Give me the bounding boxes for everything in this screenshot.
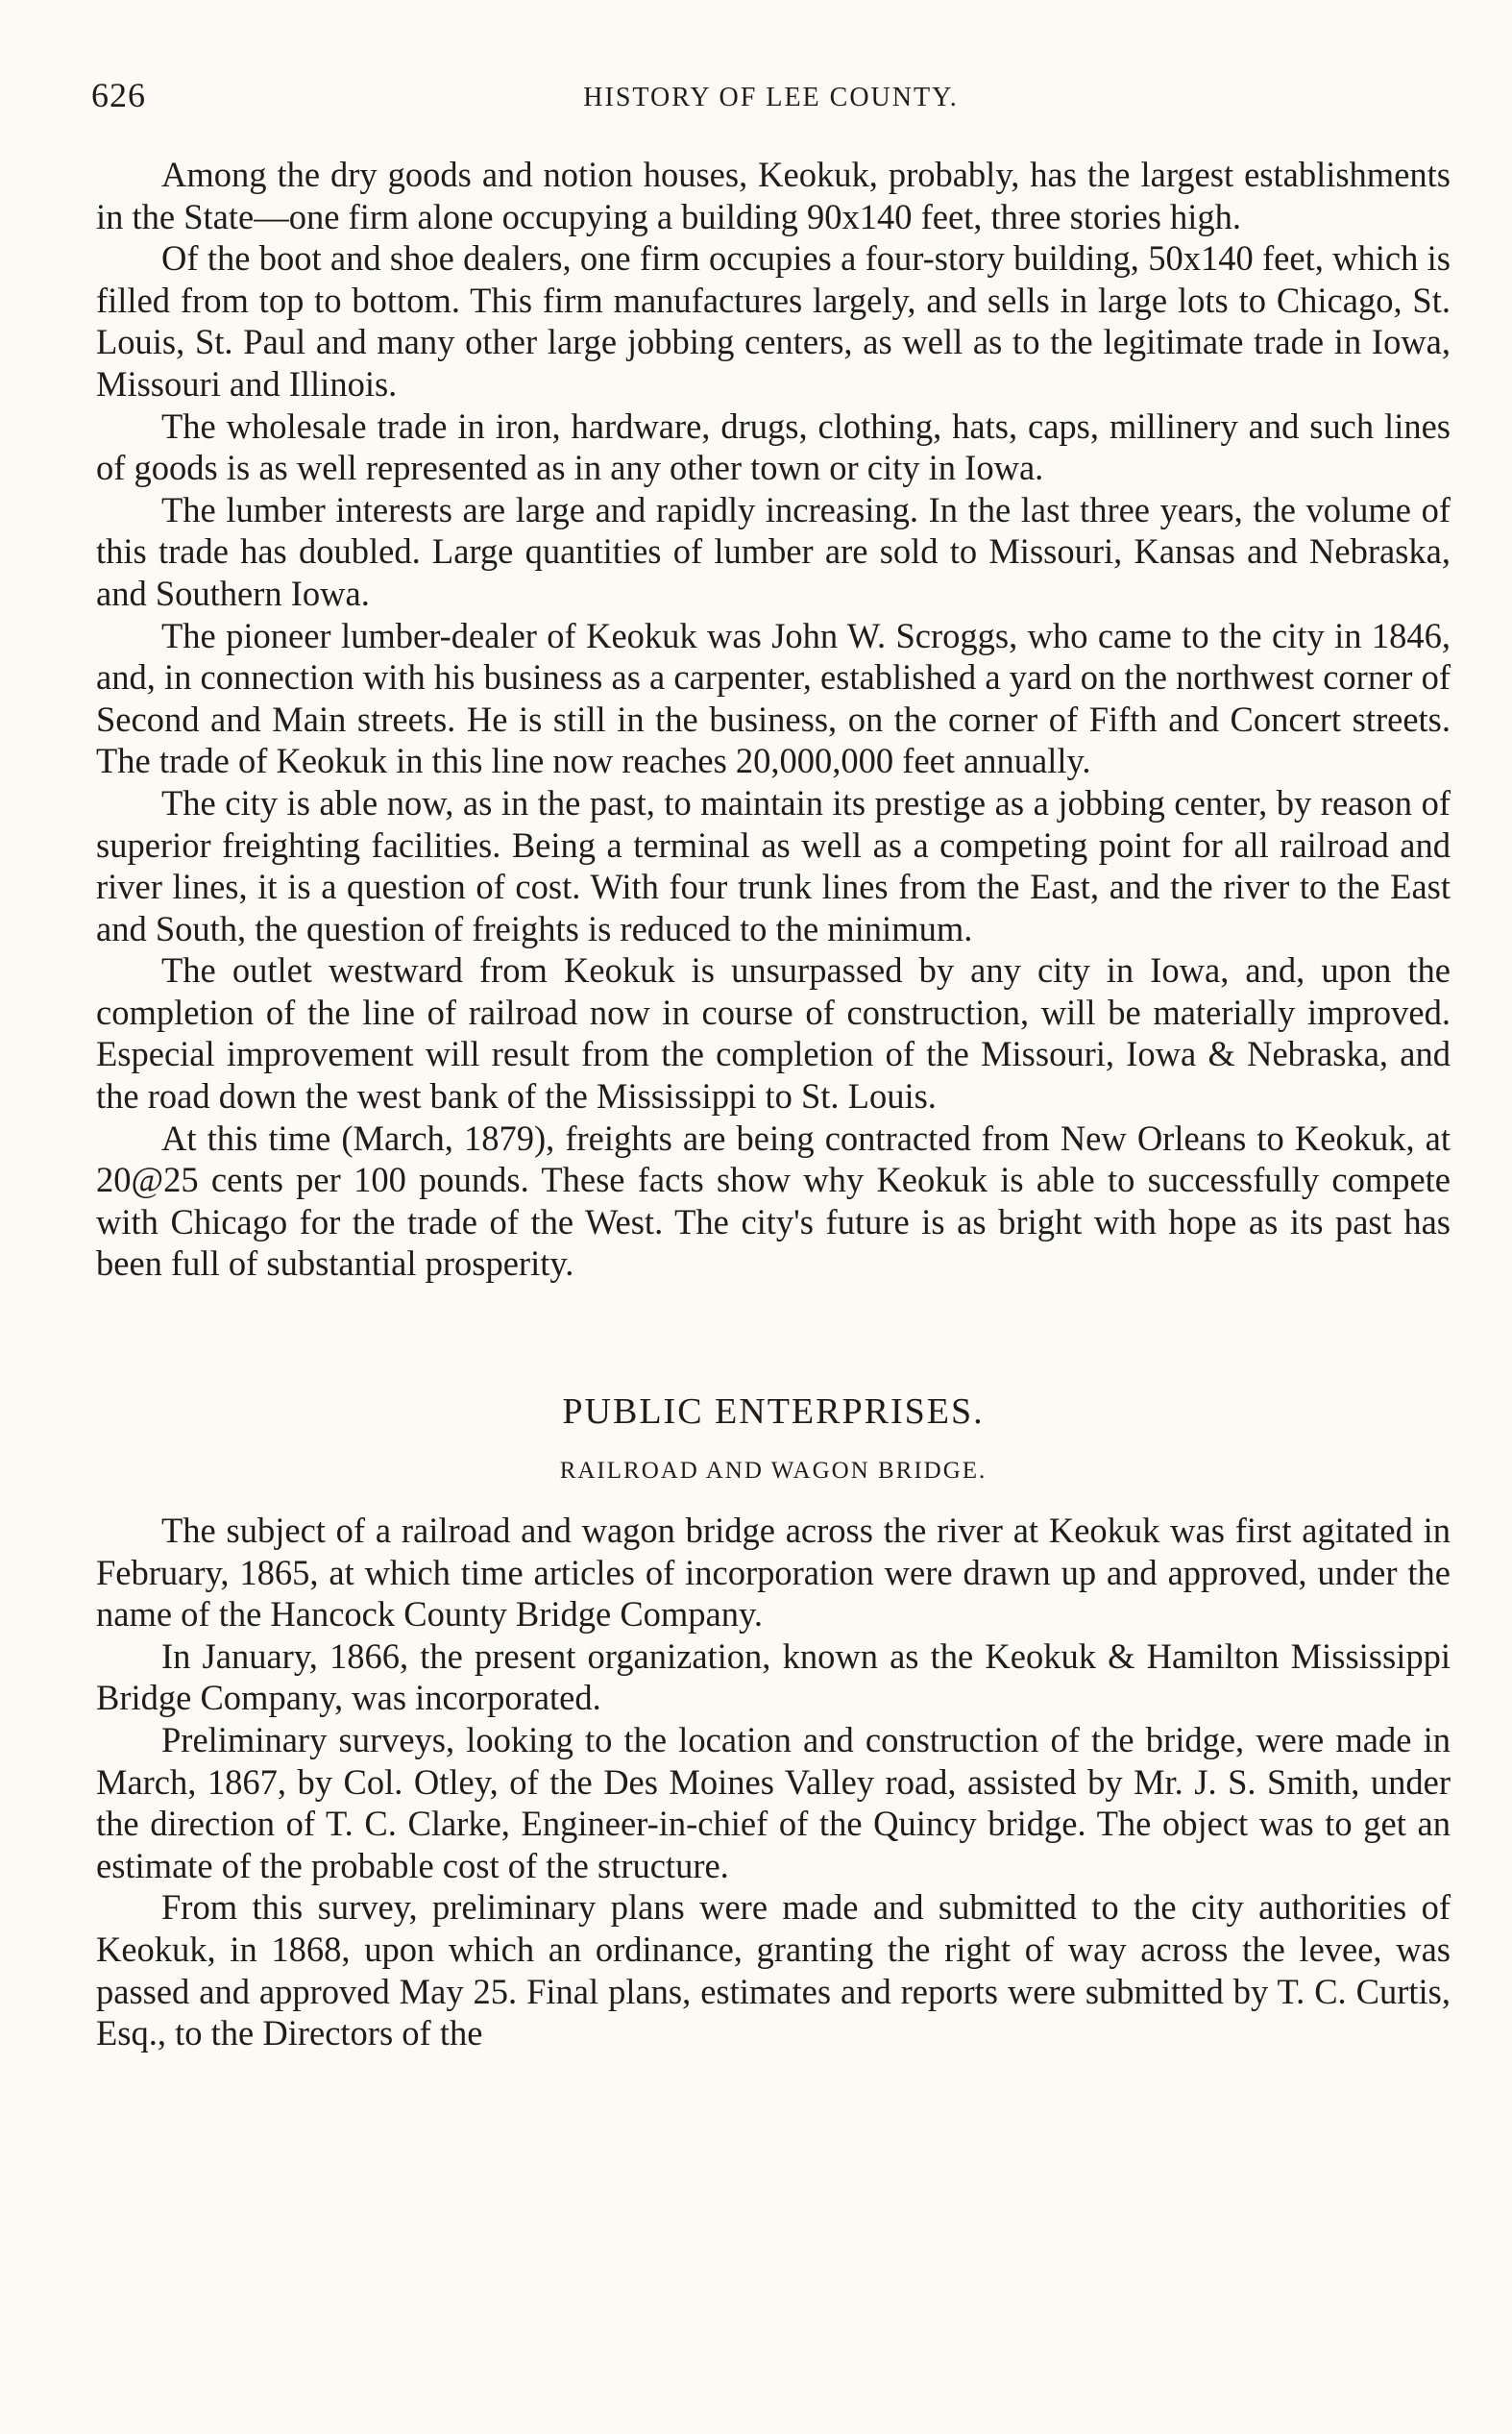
paragraph: Among the dry goods and notion houses, Keokuk, probably, has the largest establishments in the State—one firm alone occupying a building 90x140 feet, three stories high. [96, 155, 1451, 236]
running-title: HISTORY OF LEE COUNTY. [583, 83, 959, 112]
paragraph: At this time (March, 1879), freights are being contracted from New Orleans to Keokuk, at 20@25 cents per 100 pounds. These facts show why Keokuk is able to successfully compete with Chicago for the trade of the West. The city's future is as bright with hope as its past has been full of substantial prosperity. [96, 1118, 1451, 1284]
section-title: PUBLIC ENTERPRISES. [562, 1391, 985, 1433]
paragraph: The city is able now, as in the past, to maintain its prestige as a jobbing center, by reason of superior freighting facilities. Being a terminal as well as a competing point for all railroad and river lines, it is a question of cost. With four trunk lines from the East, and the river to the East and South, the question of freights is reduced to the minimum. [96, 782, 1451, 948]
paragraph: Of the boot and shoe dealers, one firm occupies a four-story building, 50x140 feet, which is filled from top to bottom. This firm manufactures largely, and sells in large lots to Chicago, St. Louis, St. Paul and many other large jobbing centers, as well as to the legitimate trade in Iowa, Missouri and Illinois. [96, 238, 1451, 404]
paragraph: The lumber interests are large and rapidly increasing. In the last three years, the volume of this trade has doubled. Large quantities of lumber are sold to Missouri, Kansas and Nebraska, and Southern Iowa. [96, 489, 1451, 613]
paragraph: Preliminary surveys, looking to the location and construction of the bridge, were made in March, 1867, by Col. Otley, of the Des Moines Valley road, assisted by Mr. J. S. Smith, under the direction of T. C. Clarke, Engineer-in-chief of the Quincy bridge. The object was to get an estimate of the probable cost of the structure. [96, 1720, 1451, 1885]
subsection-title: RAILROAD AND WAGON BRIDGE. [559, 1458, 988, 1485]
paragraph: The pioneer lumber-dealer of Keokuk was John W. Scroggs, who came to the city in 1846, and, in connection with his business as a carpenter, established a yard on the northwest corner of Second and Main streets. He is still in the business, on the corner of Fifth and Concert streets. The trade of Keokuk in this line now reaches 20,000,000 feet annually. [96, 615, 1451, 781]
page-number: 626 [91, 76, 146, 114]
running-head [91, 75, 1451, 123]
paragraph: The outlet westward from Keokuk is unsurpassed by any city in Iowa, and, upon the completion of the line of railroad now in course of construction, will be materially improved. Especial improvement will result from the completion of the Missouri, Iowa & Nebraska, and the road down the west bank of the Mississippi to St. Louis. [96, 950, 1451, 1117]
paragraph: In January, 1866, the present organization, known as the Keokuk & Hamilton Mississippi Bridge Company, was incorporated. [96, 1635, 1451, 1718]
paragraph: The subject of a railroad and wagon bridge across the river at Keokuk was first agitated in February, 1865, at which time articles of incorporation were drawn up and approved, under the name of the Hancock County Bridge Company. [96, 1511, 1451, 1635]
body-text [96, 154, 1451, 2054]
paragraph: The wholesale trade in iron, hardware, drugs, clothing, hats, caps, millinery and such lines of goods is as well represented as in any other town or city in Iowa. [96, 406, 1451, 488]
section-spacer [96, 1285, 1451, 1390]
paragraph: From this survey, preliminary plans were made and submitted to the city authorities of Keokuk, in 1868, upon which an ordinance, granting the right of way across the levee, was passed and approved May 25. Final plans, estimates and reports were submitted by T. C. Curtis, Esq., to the Directors of the [96, 1887, 1451, 2053]
